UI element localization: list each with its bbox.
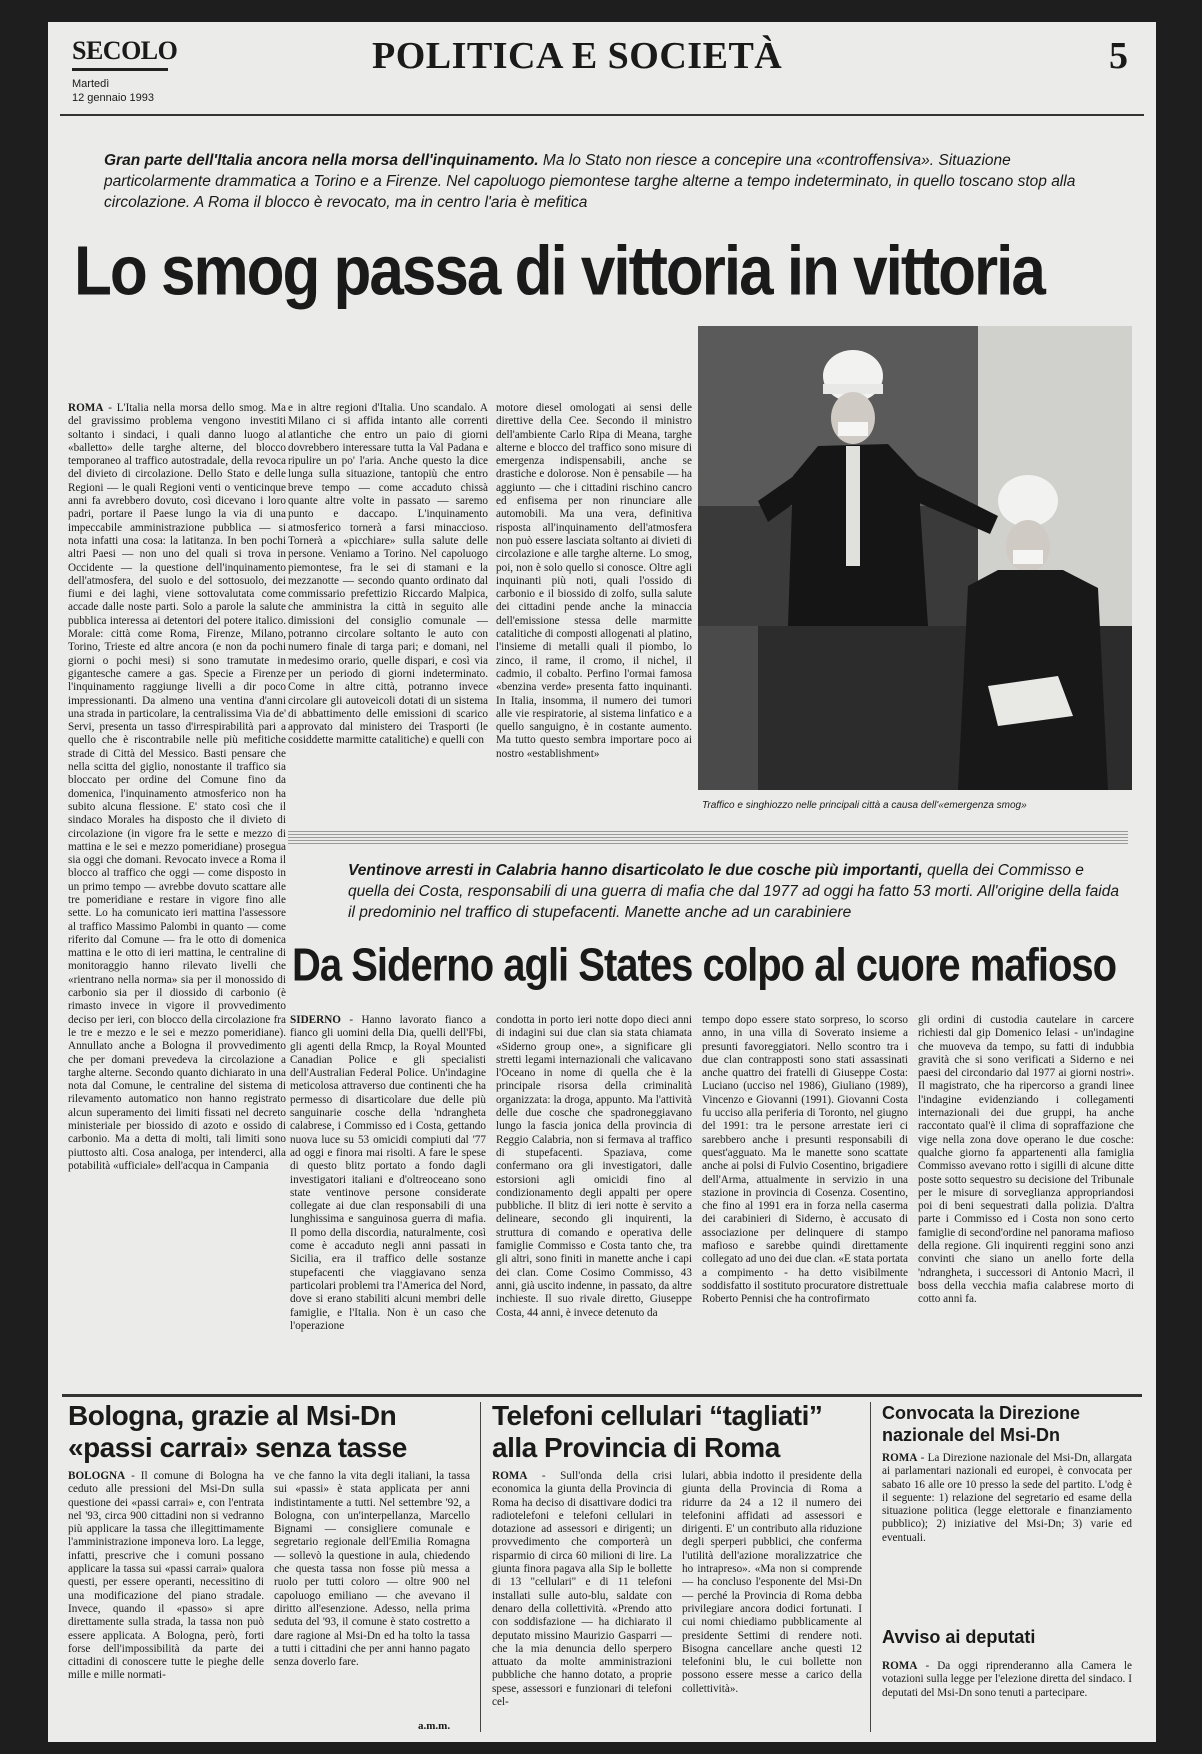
- mafia-column-1: [290, 1014, 486, 1390]
- lead-dateline: ROMA: [68, 402, 104, 414]
- mafia-column-3: tempo dopo essere stato sorpreso, lo scorso anno, in una villa di Soverato insieme a presunti favoreggiatori. Nello scontro tra i due clan contrapposti sono stati assassinati anche quattro dei fratelli di Giuseppe Costa: Luciano (ucciso nel 1986), Giuliano (1989), Vincenzo e Giovanni (1991). Giovanni Costa fu ucciso alla periferia di Toronto, nel giugno del 1991: tra le persone arrestate ieri ci sarebbero anche i presunti responsabili di quest'agguato. Ma le manette sono scattate anche ai polsi di Fulvio Cosentino, brigadiere dell'Arma, attualmente in servizio in una stazione in provincia di Cosenza. Cosentino, che fino al 1991 era in forza nella caserma dei carabinieri di Siderno, è accusato di associazione per delinquere di stampo mafioso e sarebbe quindi direttamente collegato ad uno dei due clan. «E stata portata a compimento - ha detto visibilmente soddisfatto il sostituto procuratore distrettuale Roberto Pennisi che ha controfirmato: [702, 1014, 908, 1306]
- bologna-column-2: ve che fanno la vita degli italiani, la tassa sui «passi» è stata applicata per anni indistintamente a tutti. Nel settembre '92, a Bologna, con un'interpellanza, Marcello Bignami — consigliere comunale e segretario regionale dell'Emilia Romagna — sollevò la questione in aula, chiedendo che questa tassa non fosse più messa a ruolo per tutti coloro — oltre 900 nel capoluogo emiliano — che avevano il diritto all'esenzione. Adesso, nella prima seduta del '93, il comune è stato costretto a dare ragione al Msi-Dn ed ha tolto la tassa a tutti i cittadini che per anni hanno pagato senza doverlo fare.: [274, 1470, 470, 1669]
- bologna-signature: a.m.m.: [418, 1720, 451, 1732]
- mafia-column-1-text: - Hanno lavorato fianco a fianco gli uomini della Dia, quelli dell'Fbi, gli agenti della Rmcp, la Royal Mounted Canadian Police e gli specialisti dell'Australian Federal Police. Un'indagine meticolosa attraverso due continenti che ha permesso di disarticolare due delle più sanguinarie cosche della 'ndrangheta calabrese, i Commisso ed i Costa, gettando nuova luce su 53 omicidi compiuti dal '77 ad oggi e finora mai risolti. A fare le spese di questo blitz portato a fondo dagli investigatori italiani e d'oltreoceano sono state ventinove persone considerate collegate ai due clan responsabili di una lunghissima e sanguinosa guerra di mafia. Il pomo della discordia, naturalmente, così come è accaduto negli anni passati in Sicilia, era il traffico delle sostanze stupefacenti che viaggiavano senza particolari problemi tra l'America del Nord, dove si erano stabiliti alcuni membri delle famiglie, e l'Italia. Non è un caso che l'operazione: [290, 1014, 486, 1332]
- avviso-headline: Avviso ai deputati: [882, 1627, 1036, 1647]
- telefoni-column-2: lulari, abbia indotto il presidente della giunta della Provincia di Roma a ridurre da 24 a 12 il numero dei telefonini affidati ad assessori e dirigenti. E' un contributo alla riduzione degli sperperi pubblici, che conferma l'utilità dell'azione moralizzatrice che ho intrapreso». «Ma non si comprende — ha concluso l'esponente del Msi-Dn — perché la Provincia di Roma debba privilegiare ancora dodici fortunati. I cui nomi chiediamo pubblicamente al presidente Settimi di rendere noti. Bisogna cancellare anche questi 12 telefonini blu, le cui bollette non possono essere messe a carico della collettività».: [682, 1470, 862, 1695]
- photo-caption: Traffico e singhiozzo nelle principali città a causa dell'«emergenza smog»: [702, 800, 1027, 811]
- lead-kicker-rest: Ma lo Stato non riesce a concepire una «controffensiva». Situazione particolarmente drammatica a Torino e a Firenze. Nel capoluogo piemontese targhe alterne a tempo indeterminato, in quello toscano stop alla circolazione. A Roma il blocco è revocato, ma in centro l'aria è mefitica: [104, 152, 1076, 211]
- lead-kicker-bold: Gran parte dell'Italia ancora nella morsa dell'inquinamento.: [104, 152, 539, 169]
- telefoni-column-1: [492, 1470, 672, 1732]
- mafia-kicker: [348, 860, 1128, 923]
- avviso-body-text: - Da oggi riprenderanno alla Camera le votazioni sulla legge per l'elezione diretta del sindaco. I deputati del Msi-Dn sono tenuti a partecipare.: [882, 1660, 1132, 1699]
- bologna-column-1: [68, 1470, 264, 1732]
- direzione-headline: Convocata la Direzione nazionale del Msi-Dn: [882, 1403, 1081, 1445]
- newspaper-page: [48, 22, 1156, 1742]
- logo-underline: [72, 68, 168, 71]
- direzione-body: [882, 1452, 1132, 1612]
- lead-column-3: motore diesel omologati ai sensi delle direttive della Cee. Secondo il ministro dell'ambiente Carlo Ripa di Meana, targhe alterne e blocco del traffico sono misure di emergenza indispensabili, anche se drastiche e dolorose. Non è pensabile — ha aggiunto — che i cittadini rischino cancro ed enfisema per non rinunciare alle automobili. Ma una vera, definitiva risposta all'inquinamento dell'atmosfera non può essere lasciata soltanto ai divieti di circolazione e alle targhe alterne. Lo smog, poi, non è solo quello si conosce. Oltre agli inquinanti più noti, quali l'ossido di carbonio e il biossido di zolfo, sulla salute dei cittadini pende anche la minaccia dell'emissione stessa delle marmitte catalitiche di composti allogenati al platino, l'insieme di metalli quali il piombo, lo zinco, il rame, il cromo, il nichel, il cadmio, il cobalto. Perfino l'ormai famosa «benzina verde» presenta fatto inquinanti. In Italia, insomma, il numero dei tumori alle vie respiratorie, al sistema linfatico e a quello sanguigno, è in costante aumento. Ma tutto questo sembra importare poco ai nostro «establishment»: [496, 402, 692, 760]
- bologna-dateline: BOLOGNA: [68, 1470, 126, 1482]
- mafia-column-4: gli ordini di custodia cautelare in carcere richiesti dal gip Domenico Ielasi - un'indagine che muoveva da tempo, su fatti di indubbia gravità che si sono verificati a Siderno e nei paesi del circondario dal 1977 ai giorni nostri». Il magistrato, che ha ripercorso a grandi linee l'indagine evidenziando i collegamenti internazionali dei due gruppi, ha anche raccontato qual'è il clima di sopraffazione che vige nella zona dove operano le due cosche: qualche giorno fa appartenenti alla famiglia Commisso avevano rotto i sigilli di alcune ditte poste sotto sequestro su decisione del Tribunale per le misure di sorveglianza appropriandosi poi di beni sequestrati dalla polizia. D'altra parte i Commisso ed i Costa non sono certo famiglie di second'ordine nel panorama mafioso della regione. Gli inquirenti reggini sono anzi convinti che siano un anello forte della 'ndrangheta, i successori di Antonio Macrì, il boss della vecchia mafia calabrese morto di cotto anni fa.: [918, 1014, 1134, 1306]
- telefoni-dateline: ROMA: [492, 1470, 528, 1482]
- issue-date: 12 gennaio 1993: [72, 92, 154, 104]
- telefoni-headline: Telefoni cellulari “tagliati” alla Provincia di Roma: [492, 1400, 823, 1463]
- lead-headline: Lo smog passa di vittoria in vittoria: [74, 233, 1044, 311]
- newspaper-logo: SECOLO: [72, 36, 178, 65]
- bologna-column-1-text: - Il comune di Bologna ha ceduto alle pressioni del Msi-Dn sulla questione dei «passi carrai» e, con l'entrata nel '93, circa 900 cittadini non si vedranno più applicare la tassa che illegittimamente l'amministrazione imponeva loro. La legge, infatti, prescrive che i comuni possano applicare la tassa sui «passi carrai» qualora questi, per essere operanti, necessitino di una modificazione del piano stradale. Invece, quando il «passo» si apre direttamente sulla strada, la tassa non può essere applicata. A Bologna, però, forti forse dell'impossibilità da parte dei cittadini di conoscere tutte le pieghe delle mille e mille normati-: [68, 1470, 264, 1682]
- column-divider: [480, 1402, 481, 1732]
- direzione-body-text: - La Direzione nazionale del Msi-Dn, allargata ai parlamentari nazionali ed europei, è convocata per sabato 16 alle ore 10 presso la sede del partito. L'odg è il seguente: 1) relazione del segretario ed esame della situazione politica (legge elettorale e finanziamento pubblico); 2) iniziative del Msi-Dn; 3) varie ed eventuali.: [882, 1452, 1132, 1544]
- mafia-headline: Da Siderno agli States colpo al cuore mafioso: [292, 940, 1117, 991]
- page-number: 5: [1109, 35, 1128, 77]
- avviso-body: [882, 1660, 1132, 1732]
- mafia-kicker-bold: Ventinove arresti in Calabria hanno disarticolato le due cosche più importanti,: [348, 862, 923, 879]
- lead-column-2: e in altre regioni d'Italia. Uno scandalo. A Milano ci si affida intanto alle correnti atlantiche che entro un paio di giorni dovrebbero interessare tutta la Val Padana e ripulire un po' l'aria. Anche questo la dice lunga sulla situazione, tantopiù che entro breve tempo — come accaduto chissà quante altre volte in passato — saremo punto e daccapo. L'inquinamento atmosferico tornerà a farsi minaccioso. Tornerà a «picchiare» sulla salute delle persone. Veniamo a Torino. Nel capoluogo piemontese, fra le sei di stamani e la mezzanotte — secondo quanto ordinato dal commissario prefettizio Riccardo Malpica, che amministra la città in seguito alle dimissioni del consiglio comunale — potranno circolare soltanto le auto con numero finale di targa pari; e domani, nel medesimo orario, quelle dispari, e così via per un periodo di giorni indeterminato. Come in altre città, potranno invece circolare gli autoveicoli dotati di un sistema di abbattimento delle emissioni di scarico approvato dal ministero dei Trasporti (le cosiddette marmitte catalitiche) e quelli con: [288, 402, 488, 747]
- smog-police-photo: [698, 326, 1132, 790]
- bottom-section-rule: [62, 1394, 1142, 1397]
- bologna-headline: Bologna, grazie al Msi-Dn «passi carrai» senza tasse: [68, 1400, 407, 1463]
- issue-day: Martedì: [72, 78, 110, 90]
- police-officers-illustration: [698, 326, 1132, 790]
- mafia-dateline: SIDERNO: [290, 1014, 341, 1026]
- mafia-kicker-rest: quella dei Commisso e quella dei Costa, responsabili di una guerra di mafia che dal 1977 ad oggi ha fatto 53 morti. All'origine della faida il predominio nel traffico di stupefacenti. Manette anche ad un carabiniere: [348, 862, 1119, 921]
- masthead: [72, 32, 1136, 112]
- direzione-dateline: ROMA: [882, 1452, 918, 1464]
- lead-column-1: [68, 402, 286, 1392]
- lead-kicker: [104, 150, 1084, 213]
- column-divider: [870, 1402, 871, 1732]
- avviso-dateline: ROMA: [882, 1660, 918, 1672]
- section-title: POLITICA E SOCIETÀ: [372, 35, 783, 77]
- lead-column-1-text: - L'Italia nella morsa dello smog. Ma del gravissimo problema vengono investiti soltanto i sindaci, i quali danno luogo al «balletto» delle targhe alterne, del blocco temporaneo al traffico autostradale, della revoca del divieto di circolazione. Dello Stato e delle Regioni — le quali Regioni venti o venticinque anni fa avrebbero dovuto, così dicevano i loro padri, portare il Paese lungo la via di una impeccabile amministrazione pubblica — si nota infatti una cosa: la latitanza. In ben pochi altri Paesi — non uno del quali si trova in Occidente — la questione dell'inquinamento dell'atmosfera, del suolo e del sottosuolo, dei fiumi e dei laghi, viene sottovalutata come accade dalle noste parti. Solo a parole la salute pubblica interessa ai detentori del potere italico. Morale: città come Roma, Firenze, Milano, Torino, Trieste ed altre ancora (e non da pochi giorni o pochi mesi) si sono tramutate in gigantesche camere a gas. Specie a Firenze l'inquinamento raggiunge livelli a dir poco impressionanti. Da almeno una ventina d'anni una strada in particolare, la centralissima Via de' Servi, presenta un tasso d'irrespirabilità pari a quello che è riscontrabile nelle più mefitiche strade di Città del Messico. Basti pensare che nella scitta del giglio, nonostante il traffico sia bloccato per ordine del Comune fino da domenica, l'inquinamento atmosferico non ha subito alcuna flessione. E' stato così che il sindaco Morales ha disposto che il divieto di circolazione (in vigore fra le sette e mezzo di mattina e le sei e mezzo pomeridiane) prosegua sia oggi che domani. Revocato invece a Roma il blocco al traffico che oggi — come disposto in un primo tempo — avrebbe dovuto scattare alle tre pomeridiane e restare in vigore fino alle sette. Lo ha comunicato ieri mattina l'assessore al traffico Massimo Palombi in quanto — come riferito dal Comune — fra le otto di domenica mattina e le otto di ieri mattina, le centraline di monitoraggio hanno rilevato livelli che «rientrano nella norma» sia per il monossido di carbonio sia per il diossido di carbonio (è rimasto invece in vigore il provvedimento deciso per ieri, con blocco della circolazione fra le tre e mezzo e le sei e mezzo pomeridiane). Annullato anche a Bologna il provvedimento che per domani prevedeva la circolazione a targhe alterne. Secondo quanto dichiarato in una nota dal Comune, le centraline del sistema di rilevamento automatico non hanno registrato alcun superamento dei limiti fissati nel decreto ministeriale per biossido di azoto e ossido di carbonio. Ma a detta di molti, tali limiti sono piuttosto alti. Cosa analoga, per intenderci, alla potabilità «ufficiale» dell'acqua in Campania: [68, 402, 286, 1172]
- section-separator-band: [288, 830, 1128, 844]
- masthead-rule: [60, 114, 1144, 116]
- telefoni-column-1-text: - Sull'onda della crisi economica la giunta della Provincia di Roma ha deciso di disattivare dodici tra radiotelefoni e telefoni cellulari in dotazione ad assessori e dirigenti; un provvedimento che comporterà un risparmio di circa 60 milioni di lire. La giunta finora pagava alla Sip le bollette di 13 "cellulari" e di 11 telefoni installati sulle auto-blu, saldate con denaro della collettività. «Prendo atto con soddisfazione — ha dichiarato il deputato missino Maurizio Gasparri — che la mia denuncia dello sperpero attuato da molte amministrazioni pubbliche che hanno dotato, a proprie spese, assessori e funzionari di telefoni cel-: [492, 1470, 672, 1709]
- mafia-column-2: condotta in porto ieri notte dopo dieci anni di indagini sui due clan sia stata chiamata «Siderno group one», a significare gli stretti legami internazionali che valicavano l'Oceano in nome di quella che è la principale risorsa della criminalità organizzata: la droga, appunto. Ma l'attività delle due cosche che spadroneggiavano lungo la fascia jonica della provincia di Reggio Calabria, non si fermava al traffico di stupefacenti. Spaziava, come confermano ora gli investigatori, dalle estorsioni agli omicidi fino al condizionamento degli appalti per opere pubbliche. Il blitz di ieri notte è servito a delineare, secondo gli inquirenti, la struttura di comando e operativa delle famiglie Commisso e Costa tanto che, tra gli altri, sono finiti in manette anche i capi dei clan. Come Cosimo Commisso, 43 anni, già uscito indenne, in passato, da altre inchieste. Il suo rivale diretto, Giuseppe Costa, 44 anni, è invece detenuto da: [496, 1014, 692, 1319]
